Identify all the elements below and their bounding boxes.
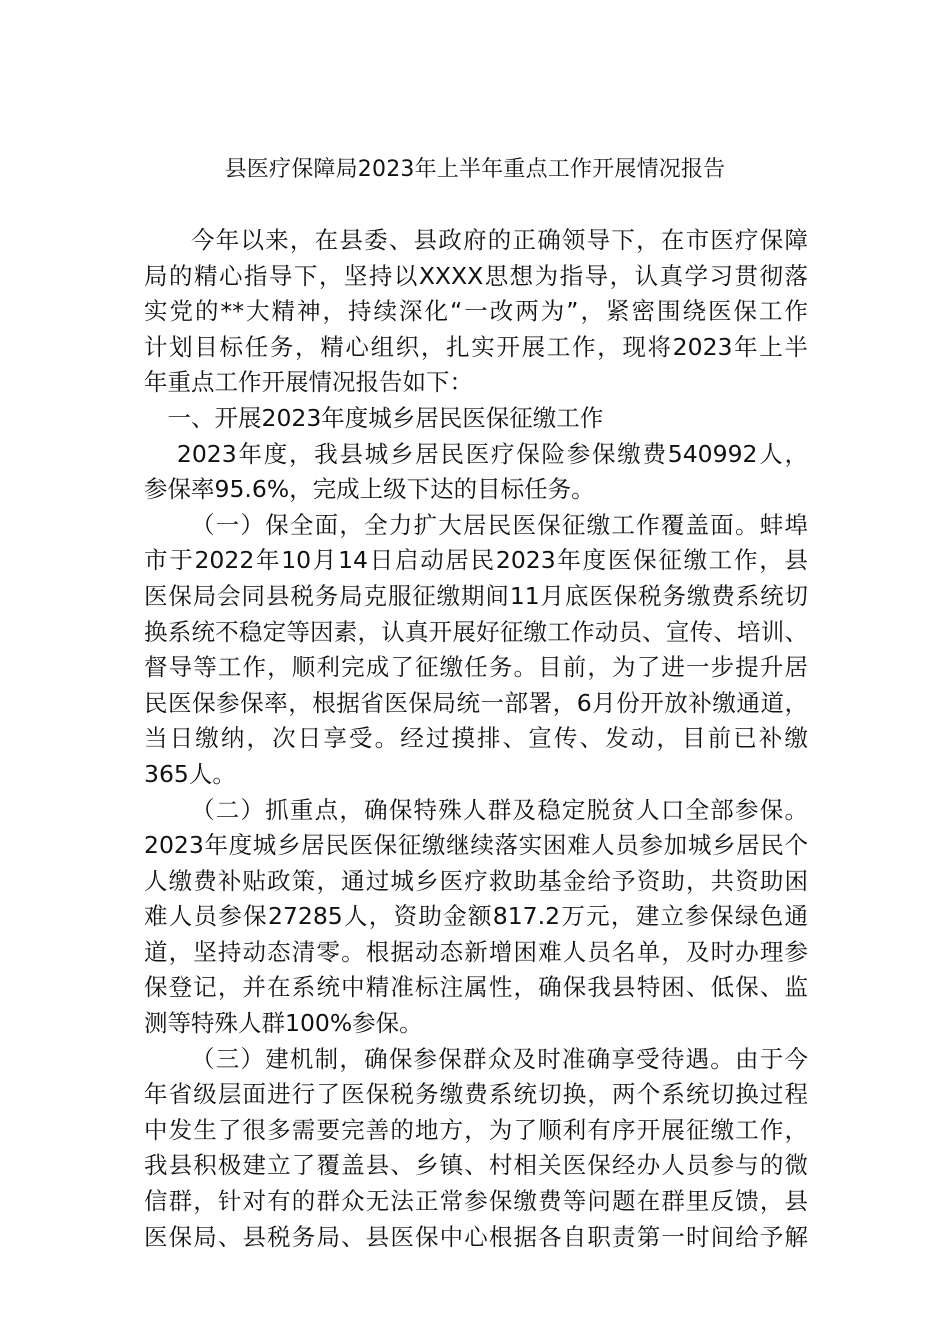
paragraph-line: 参保率95.6%，完成上级下达的目标任务。	[144, 475, 595, 504]
paragraph-line: 信群，针对有的群众无法正常参保缴费等问题在群里反馈，县	[144, 1187, 808, 1216]
paragraph-line: 市于2022年10月14日启动居民2023年度医保征缴工作，县	[144, 546, 808, 575]
paragraph-line: 我县积极建立了覆盖县、乡镇、村相关医保经办人员参与的微	[144, 1151, 808, 1180]
paragraph-line: 365人。	[144, 759, 236, 788]
paragraph-line: 换系统不稳定等因素，认真开展好征缴工作动员、宣传、培训、	[144, 617, 808, 646]
paragraph-line: 局的精心指导下，坚持以XXXX思想为指导，认真学习贯彻落	[144, 261, 808, 290]
paragraph-line: 人缴费补贴政策，通过城乡医疗救助基金给予资助，共资助困	[144, 866, 808, 895]
paragraph-line: 一、开展2023年度城乡居民医保征缴工作	[167, 403, 604, 432]
paragraph-line: （一）保全面，全力扩大居民医保征缴工作覆盖面。蚌埠	[191, 510, 808, 539]
paragraph-line: 医保局会同县税务局克服征缴期间11月底医保税务缴费系统切	[144, 581, 808, 610]
paragraph-line: 中发生了很多需要完善的地方，为了顺利有序开展征缴工作，	[144, 1115, 808, 1144]
paragraph-line: （三）建机制，确保参保群众及时准确享受待遇。由于今	[191, 1044, 808, 1073]
paragraph-line: 实党的**大精神，持续深化“一改两为”，紧密围绕医保工作	[144, 297, 808, 326]
paragraph-line: 难人员参保27285人，资助金额817.2万元，建立参保绿色通	[144, 902, 808, 931]
paragraph-line: 计划目标任务，精心组织，扎实开展工作，现将2023年上半	[144, 332, 808, 361]
document-body	[144, 223, 808, 1255]
paragraph-line: 年省级层面进行了医保税务缴费系统切换，两个系统切换过程	[144, 1080, 808, 1109]
paragraph-line: 督导等工作，顺利完成了征缴任务。目前，为了进一步提升居	[144, 653, 808, 682]
paragraph-line: 年重点工作开展情况报告如下：	[144, 368, 473, 397]
paragraph-line: 保登记，并在系统中精准标注属性，确保我县特困、低保、监	[144, 973, 808, 1002]
paragraph-line: 道，坚持动态清零。根据动态新增困难人员名单，及时办理参	[144, 937, 808, 966]
paragraph-line: 民医保参保率，根据省医保局统一部署，6月份开放补缴通道，	[144, 688, 808, 717]
document-title: 县医疗保障局2023年上半年重点工作开展情况报告	[224, 157, 726, 182]
paragraph-line: 2023年度城乡居民医保征缴继续落实困难人员参加城乡居民个	[144, 831, 808, 860]
paragraph-line: 医保局、县税务局、县医保中心根据各自职责第一时间给予解	[144, 1222, 808, 1251]
paragraph-line: 今年以来，在县委、县政府的正确领导下，在市医疗保障	[191, 226, 808, 254]
paragraph-line: 2023年度，我县城乡居民医疗保险参保缴费540992人，	[176, 439, 808, 468]
paragraph-line: 测等特殊人群100%参保。	[144, 1009, 423, 1038]
paragraph-line: （二）抓重点，确保特殊人群及稳定脱贫人口全部参保。	[191, 795, 808, 824]
paragraph-line: 当日缴纳，次日享受。经过摸排、宣传、发动，目前已补缴	[144, 724, 808, 753]
